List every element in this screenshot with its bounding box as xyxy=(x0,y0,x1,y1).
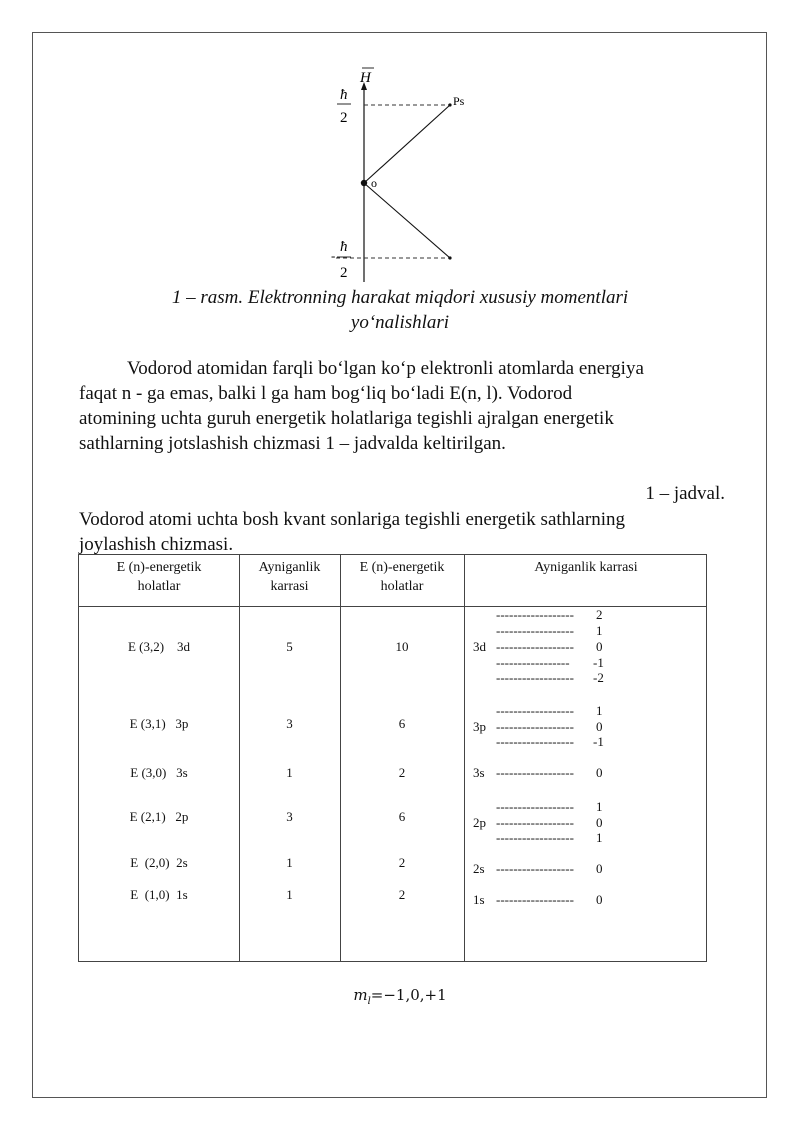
body-paragraph xyxy=(79,356,729,456)
state-cell: E (1,0) 1s xyxy=(130,887,188,902)
m-value: 2 xyxy=(596,607,603,622)
bottom-point xyxy=(448,256,451,259)
energy-levels-table xyxy=(78,554,707,962)
level-line: ------------------ xyxy=(496,623,574,638)
table-title xyxy=(79,507,729,557)
m-value: 1 xyxy=(596,703,603,718)
table-title-line-2: joylashish chizmasi. xyxy=(79,534,234,555)
total-cell: 10 xyxy=(395,639,409,654)
magnetic-number-formula xyxy=(0,986,800,1007)
level-line: ------------------ xyxy=(496,799,574,814)
ps-point xyxy=(448,103,451,106)
vector-up xyxy=(364,105,450,183)
top-fraction-num: ħ xyxy=(340,87,348,103)
header-state: E (n)-energetik holatlar xyxy=(116,560,202,594)
level-line: ----------------- xyxy=(496,655,570,670)
para-line-2: faqat n - ga emas, balki l ga ham bog‘liq bo‘ladi E(n, l). Vodorod xyxy=(79,383,573,404)
formula-sub: l xyxy=(367,996,371,1007)
vector-down xyxy=(364,183,450,258)
level-line: ------------------ xyxy=(496,703,574,718)
table-title-line-1: Vodorod atomi uchta bosh kvant sonlariga tegishli energetik sathlarning xyxy=(79,509,625,530)
level-line: ------------------ xyxy=(496,830,574,845)
momentum-diagram xyxy=(320,60,480,285)
m-value: 0 xyxy=(596,892,603,907)
m-value: 1 xyxy=(596,623,603,638)
m-value: 1 xyxy=(596,799,603,814)
header-state-2: E (n)-energetik holatlar xyxy=(359,560,445,594)
state-cell: E (3,1) 3p xyxy=(129,716,189,731)
origin-point xyxy=(361,180,367,186)
header-degeneracy-2: Ayniganlik karrasi xyxy=(534,560,638,575)
m-value: 0 xyxy=(596,765,603,780)
state-cell: E (3,0) 3s xyxy=(130,765,188,780)
level-line: ------------------ xyxy=(496,815,574,830)
m-value: -1 xyxy=(593,655,604,670)
total-cell: 6 xyxy=(398,809,406,824)
m-value: 0 xyxy=(596,861,603,876)
m-value: 1 xyxy=(596,830,603,845)
level-line: ------------------ xyxy=(496,861,574,876)
para-line-3: atomining uchta guruh energetik holatlariga tegishli ajralgan energetik xyxy=(79,408,614,429)
level-line: ------------------ xyxy=(496,719,574,734)
m-value: -2 xyxy=(593,670,604,685)
column-divider xyxy=(464,555,465,961)
m-value: 0 xyxy=(596,639,603,654)
level-line: ------------------ xyxy=(496,734,574,749)
degeneracy-cell: 1 xyxy=(286,765,293,780)
state-cell: E (2,1) 2p xyxy=(129,809,189,824)
total-cell: 2 xyxy=(398,887,406,902)
total-cell: 2 xyxy=(398,855,406,870)
m-value: 0 xyxy=(596,719,603,734)
level-label: 2p xyxy=(473,815,486,830)
header-divider xyxy=(79,606,706,607)
degeneracy-cell: 1 xyxy=(286,855,293,870)
ps-label: Ps xyxy=(453,94,465,108)
degeneracy-cell: 5 xyxy=(286,639,293,654)
para-line-4: sathlarning jotslashish chizmasi 1 – jadvalda keltirilgan. xyxy=(79,433,506,454)
formula-m: m xyxy=(353,986,368,1004)
level-label: 3d xyxy=(473,639,486,654)
state-cell: E (3,2) 3d xyxy=(127,639,191,654)
degeneracy-cell: 3 xyxy=(286,716,293,731)
level-label: 3p xyxy=(473,719,486,734)
degeneracy-cell: 3 xyxy=(286,809,293,824)
level-line: ------------------ xyxy=(496,670,574,685)
caption-line-2: yo‘nalishlari xyxy=(350,312,450,333)
para-line-1: Vodorod atomidan farqli bo‘lgan ko‘p elektronli atomlarda energiya xyxy=(127,358,644,379)
header-degeneracy: Ayniganlik karrasi xyxy=(258,560,321,594)
degeneracy-cell: 1 xyxy=(286,887,293,902)
bottom-fraction-num: ħ xyxy=(340,239,348,255)
figure-caption xyxy=(80,285,720,335)
axis-label: H xyxy=(360,70,371,86)
total-cell: 6 xyxy=(398,716,406,731)
level-line: ------------------ xyxy=(496,607,574,622)
level-line: ------------------ xyxy=(496,892,574,907)
caption-line-1: 1 – rasm. Elektronning harakat miqdori xususiy momentlari xyxy=(171,287,629,308)
m-value: 0 xyxy=(596,815,603,830)
formula-rhs: =−1,0,+1 xyxy=(370,986,447,1004)
level-label: 1s xyxy=(473,892,485,907)
total-cell: 2 xyxy=(398,765,406,780)
level-label: 3s xyxy=(473,765,485,780)
bottom-fraction-den: 2 xyxy=(340,265,348,281)
bottom-fraction-sign: - xyxy=(331,248,336,263)
top-fraction-den: 2 xyxy=(340,110,348,126)
origin-label: o xyxy=(371,176,377,190)
table-number: 1 – jadval. xyxy=(645,483,725,504)
state-cell: E (2,0) 2s xyxy=(130,855,188,870)
level-label: 2s xyxy=(473,861,485,876)
level-line: ------------------ xyxy=(496,765,574,780)
m-value: -1 xyxy=(593,734,604,749)
level-line: ------------------ xyxy=(496,639,574,654)
